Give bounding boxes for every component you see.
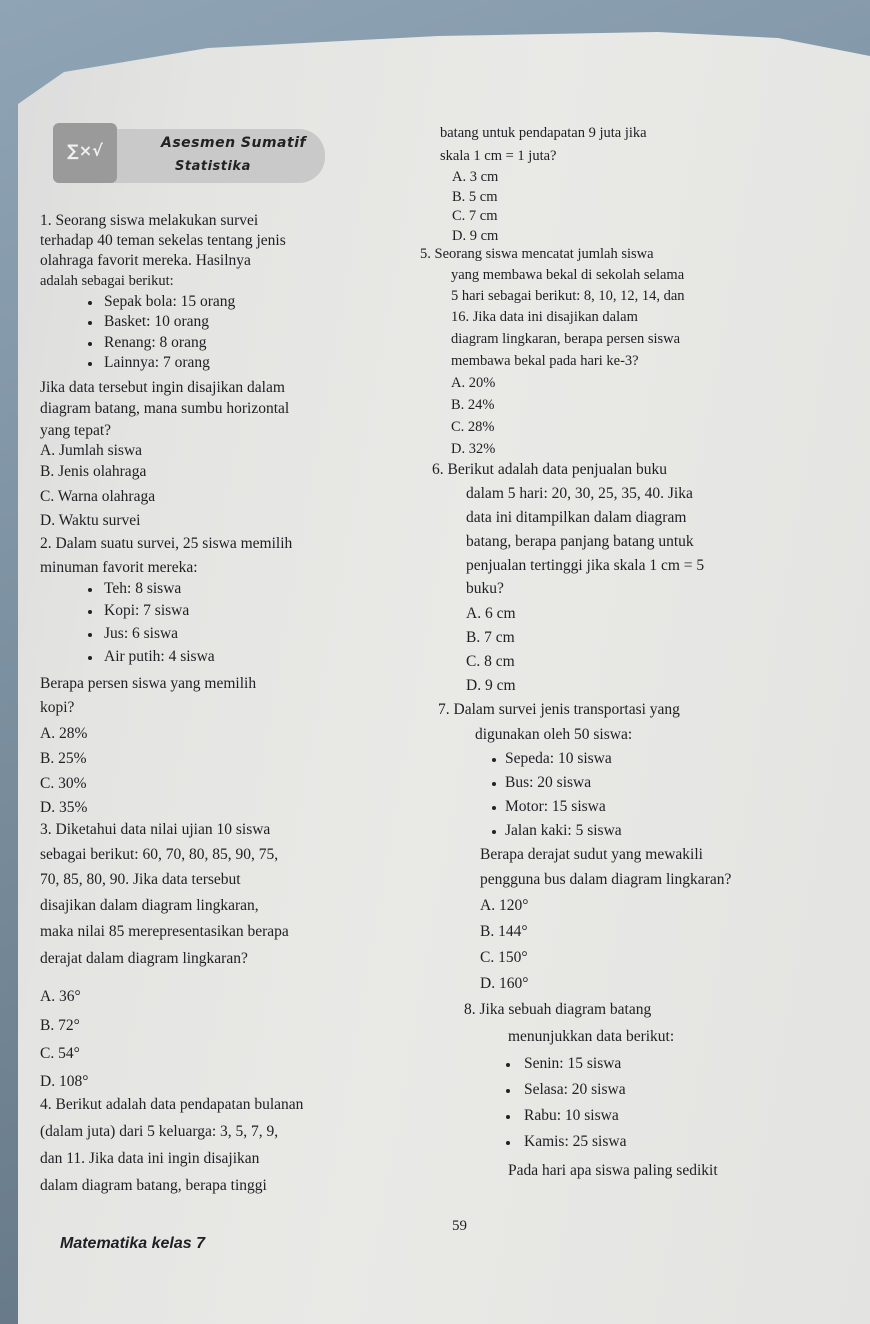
q3-line-3: 70, 85, 80, 90. Jika data tersebut	[40, 871, 241, 888]
q8-item-1: Senin: 15 siswa	[524, 1055, 622, 1072]
q2-item-1: Teh: 8 siswa	[104, 580, 182, 597]
book-title: Matematika kelas 7	[60, 1235, 205, 1252]
q1-option-a[interactable]: A. Jumlah siswa	[40, 442, 143, 459]
bullet	[492, 758, 496, 762]
page-number: 59	[452, 1218, 467, 1234]
q4-cont-line-1: batang untuk pendapatan 9 juta jika	[440, 125, 647, 141]
bullet	[492, 782, 496, 786]
q7-item-4: Jalan kaki: 5 siswa	[505, 822, 622, 839]
q6-line-4: batang, berapa panjang batang untuk	[466, 533, 694, 550]
q6-line-1: 6. Berikut adalah data penjualan buku	[432, 461, 668, 478]
q3-line-1: 3. Diketahui data nilai ujian 10 siswa	[40, 821, 271, 838]
bullet	[506, 1089, 510, 1093]
q2-option-a[interactable]: A. 28%	[40, 725, 88, 742]
q1-item-2: Basket: 10 orang	[104, 313, 210, 330]
section-header	[57, 119, 327, 183]
q7-option-b[interactable]: B. 144°	[480, 923, 528, 940]
q2-line-2: minuman favorit mereka:	[40, 559, 198, 576]
bullet	[88, 656, 92, 660]
q6-line-3: data ini ditampilkan dalam diagram	[466, 509, 687, 526]
q2-item-2: Kopi: 7 siswa	[104, 602, 190, 619]
q1-line-6: diagram batang, mana sumbu horizontal	[40, 400, 290, 417]
q7-line-1: 7. Dalam survei jenis transportasi yang	[438, 701, 680, 718]
q3-option-c[interactable]: C. 54°	[40, 1045, 80, 1062]
q4-line-1: 4. Berikut adalah data pendapatan bulanan	[40, 1096, 304, 1113]
q1-item-4: Lainnya: 7 orang	[104, 354, 210, 371]
q1-line-3: olahraga favorit mereka. Hasilnya	[40, 252, 251, 269]
q6-line-6: buku?	[466, 580, 504, 597]
bullet	[88, 610, 92, 614]
q4-option-d[interactable]: D. 9 cm	[452, 228, 499, 244]
q5-option-a[interactable]: A. 20%	[451, 375, 496, 391]
q2-item-3: Jus: 6 siswa	[104, 625, 179, 642]
q1-line-7: yang tepat?	[40, 422, 112, 439]
bullet	[506, 1115, 510, 1119]
q1-line-5: Jika data tersebut ingin disajikan dalam	[40, 379, 285, 396]
q7-line-4: pengguna bus dalam diagram lingkaran?	[480, 871, 732, 888]
bullet	[88, 321, 92, 325]
q4-option-b[interactable]: B. 5 cm	[452, 189, 498, 205]
q1-item-3: Renang: 8 orang	[104, 334, 207, 351]
q8-line-2: menunjukkan data berikut:	[508, 1028, 675, 1045]
q4-option-a[interactable]: A. 3 cm	[452, 169, 499, 185]
q8-item-4: Kamis: 25 siswa	[524, 1133, 627, 1150]
q7-line-3: Berapa derajat sudut yang mewakili	[480, 846, 703, 863]
q6-option-d[interactable]: D. 9 cm	[466, 677, 516, 694]
q1-item-1: Sepak bola: 15 orang	[104, 293, 236, 310]
q3-line-2: sebagai berikut: 60, 70, 80, 85, 90, 75,	[40, 846, 279, 863]
bullet	[88, 362, 92, 366]
q8-item-3: Rabu: 10 siswa	[524, 1107, 619, 1124]
q3-line-5: maka nilai 85 merepresentasikan berapa	[40, 923, 289, 940]
q4-line-2: (dalam juta) dari 5 keluarga: 3, 5, 7, 9,	[40, 1123, 279, 1140]
bullet	[88, 342, 92, 346]
q6-option-b[interactable]: B. 7 cm	[466, 629, 515, 646]
q7-item-3: Motor: 15 siswa	[505, 798, 606, 815]
q5-option-b[interactable]: B. 24%	[451, 397, 495, 413]
q4-line-4: dalam diagram batang, berapa tinggi	[40, 1177, 267, 1194]
math-symbols-icon: ∑×√	[53, 123, 117, 183]
q7-line-2: digunakan oleh 50 siswa:	[475, 726, 633, 743]
q4-option-c[interactable]: C. 7 cm	[452, 208, 498, 224]
q5-line-2: yang membawa bekal di sekolah selama	[451, 267, 685, 283]
header-subtitle: Statistika	[175, 159, 251, 174]
bullet	[88, 588, 92, 592]
q1-line-4: adalah sebagai berikut:	[40, 273, 174, 289]
q3-line-6: derajat dalam diagram lingkaran?	[40, 950, 248, 967]
q3-option-b[interactable]: B. 72°	[40, 1017, 80, 1034]
q1-line-1: 1. Seorang siswa melakukan survei	[40, 212, 259, 229]
q1-option-c[interactable]: C. Warna olahraga	[40, 488, 156, 505]
bullet	[492, 806, 496, 810]
q7-item-1: Sepeda: 10 siswa	[505, 750, 612, 767]
q2-option-b[interactable]: B. 25%	[40, 750, 87, 767]
q5-line-4: 16. Jika data ini disajikan dalam	[451, 309, 638, 325]
q2-line-3: Berapa persen siswa yang memilih	[40, 675, 257, 692]
q2-item-4: Air putih: 4 siswa	[104, 648, 215, 665]
q4-cont-line-2: skala 1 cm = 1 juta?	[440, 148, 557, 164]
q5-line-1: 5. Seorang siswa mencatat jumlah siswa	[420, 246, 654, 262]
header-title: Asesmen Sumatif	[161, 135, 307, 151]
q2-option-c[interactable]: C. 30%	[40, 775, 87, 792]
q3-option-a[interactable]: A. 36°	[40, 988, 81, 1005]
bullet	[506, 1063, 510, 1067]
q4-line-3: dan 11. Jika data ini ingin disajikan	[40, 1150, 260, 1167]
q6-option-a[interactable]: A. 6 cm	[466, 605, 516, 622]
bullet	[88, 633, 92, 637]
q6-line-2: dalam 5 hari: 20, 30, 25, 35, 40. Jika	[466, 485, 693, 502]
q7-option-a[interactable]: A. 120°	[480, 897, 529, 914]
q7-option-d[interactable]: D. 160°	[480, 975, 529, 992]
q2-line-1: 2. Dalam suatu survei, 25 siswa memilih	[40, 535, 293, 552]
q2-option-d[interactable]: D. 35%	[40, 799, 88, 816]
q3-line-4: disajikan dalam diagram lingkaran,	[40, 897, 259, 914]
q2-line-4: kopi?	[40, 699, 75, 716]
q7-option-c[interactable]: C. 150°	[480, 949, 528, 966]
q5-option-d[interactable]: D. 32%	[451, 441, 496, 457]
bullet	[88, 301, 92, 305]
bullet	[492, 830, 496, 834]
bullet	[506, 1141, 510, 1145]
q1-line-2: terhadap 40 teman sekelas tentang jenis	[40, 232, 286, 249]
q8-line-3: Pada hari apa siswa paling sedikit	[508, 1162, 718, 1179]
q5-line-3: 5 hari sebagai berikut: 8, 10, 12, 14, dan	[451, 288, 685, 304]
q5-line-5: diagram lingkaran, berapa persen siswa	[451, 331, 681, 347]
q1-option-d[interactable]: D. Waktu survei	[40, 512, 141, 529]
q8-line-1: 8. Jika sebuah diagram batang	[464, 1001, 652, 1018]
q3-option-d[interactable]: D. 108°	[40, 1073, 89, 1090]
q6-option-c[interactable]: C. 8 cm	[466, 653, 515, 670]
q5-line-6: membawa bekal pada hari ke-3?	[451, 353, 639, 369]
q5-option-c[interactable]: C. 28%	[451, 419, 495, 435]
q6-line-5: penjualan tertinggi jika skala 1 cm = 5	[466, 557, 705, 574]
q7-item-2: Bus: 20 siswa	[505, 774, 592, 791]
q8-item-2: Selasa: 20 siswa	[524, 1081, 626, 1098]
q1-option-b[interactable]: B. Jenis olahraga	[40, 463, 147, 480]
